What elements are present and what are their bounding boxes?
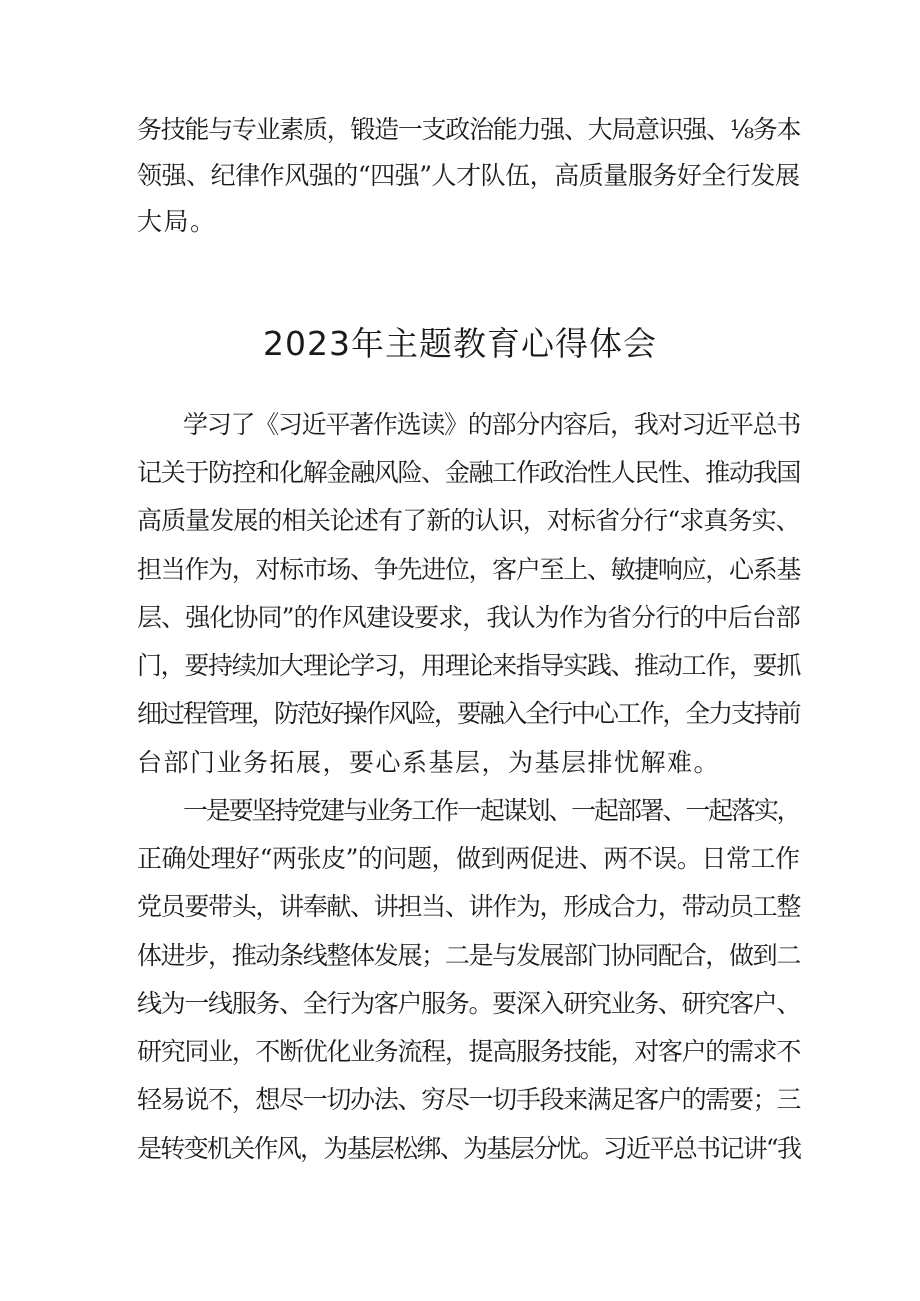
paragraph-1-line-5: 层、强化协同”的作风建设要求，我认为作为省分行的中后台部: [137, 603, 800, 632]
paragraph-1-line-4: 担当作为，对标市场、争先进位，客户至上、敏捷响应，心系基: [137, 555, 801, 584]
paragraph-1-line-8: 台部门业务拓展，要心系基层，为基层排忧解难。: [137, 748, 721, 777]
paragraph-2-line-7: 轻易说不，想尽一切办法、穷尽一切手段来满足客户的需要；三: [137, 1085, 801, 1114]
intro-line-3: 大局。: [137, 207, 217, 236]
intro-line-2: 领强、纪律作风强的“四强”人才队伍，高质量服务好全行发展: [137, 161, 800, 190]
paragraph-1-line-2: 记关于防控和化解金融风险、金融工作政治性人民性、推动我国: [137, 458, 801, 487]
paragraph-1-line-6: 门，要持续加大理论学习，用理论来指导实践、推动工作，要抓: [137, 651, 801, 680]
paragraph-2-line-3: 党员要带头，讲奉献、讲担当、讲作为，形成合力，带动员工整: [137, 892, 801, 921]
paragraph-2-line-6: 研究同业，不断优化业务流程，提高服务技能，对客户的需求不: [137, 1037, 801, 1066]
paragraph-2-line-8: 是转变机关作风，为基层松绑、为基层分忧。习近平总书记讲“我: [137, 1134, 801, 1163]
paragraph-1-line-3: 高质量发展的相关论述有了新的认识，对标省分行“求真务实、: [137, 506, 800, 535]
paragraph-2-line-2: 正确处理好“两张皮”的问题，做到两促进、两不误。日常工作: [137, 844, 800, 873]
article-title: 2023年主题教育心得体会: [263, 324, 657, 363]
paragraph-2-line-4: 体进步，推动条线整体发展；二是与发展部门协同配合，做到二: [137, 941, 801, 970]
paragraph-2-line-1: 一是要坚持党建与业务工作一起谋划、一起部署、一起落实，: [183, 796, 800, 825]
paragraph-2-line-5: 线为一线服务、全行为客户服务。要深入研究业务、研究客户、: [137, 989, 801, 1018]
paragraph-1-line-1: 学习了《习近平著作选读》的部分内容后，我对习近平总书: [183, 410, 801, 439]
intro-line-1: 务技能与专业素质，锻造一支政治能力强、大局意识强、⅛务本: [137, 115, 801, 144]
paragraph-1-line-7: 细过程管理，防范好操作风险，要融入全行中心工作，全力支持前: [137, 699, 800, 728]
